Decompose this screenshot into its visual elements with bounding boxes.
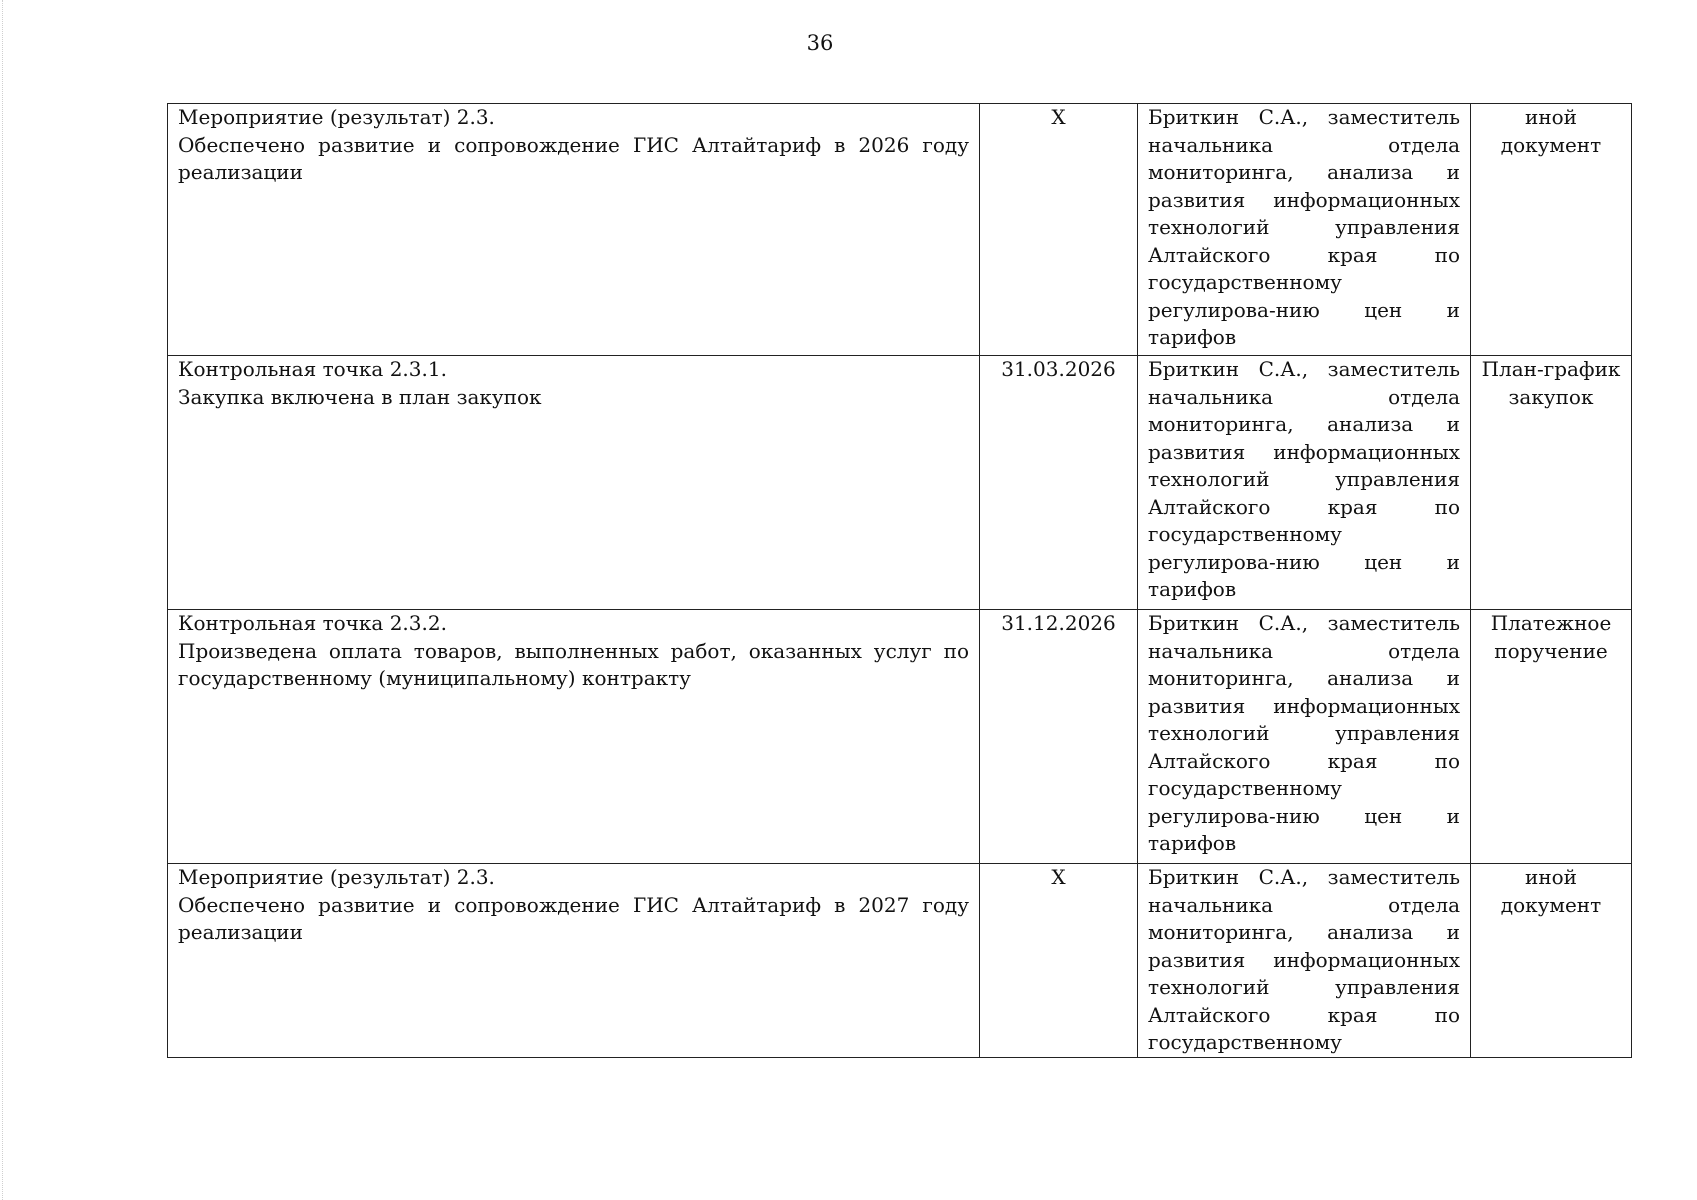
responsible-cell: Бриткин С.А., заместитель начальника отдела мониторинга, анализа и развития информационных технологий управления Алтайского края по государственному регулирова-нию цен и тарифов [1138, 610, 1471, 864]
table-row [168, 356, 1632, 610]
date-cell: 31.12.2026 [980, 610, 1138, 864]
description-cell [168, 356, 980, 610]
row-title: Мероприятие (результат) 2.3. [178, 865, 495, 889]
document-cell: План-график закупок [1471, 356, 1632, 610]
row-text: Обеспечено развитие и сопровождение ГИС Алтайтариф в 2026 году реализации [178, 132, 969, 184]
row-text: Закупка включена в план закупок [178, 384, 542, 409]
table-row [168, 610, 1632, 864]
date-cell: 31.03.2026 [980, 356, 1138, 610]
row-text: Произведена оплата товаров, выполненных работ, оказанных услуг по государственному (муниципальному) контракту [178, 638, 969, 690]
description-cell [168, 864, 980, 1058]
responsible-cell: Бриткин С.А., заместитель начальника отдела мониторинга, анализа и развития информационных технологий управления Алтайского края по государственному [1138, 864, 1471, 1058]
plan-table [167, 103, 1632, 1058]
date-cell: X [980, 104, 1138, 356]
row-title: Контрольная точка 2.3.2. [178, 611, 447, 635]
document-cell: иной документ [1471, 864, 1632, 1058]
table-row [168, 104, 1632, 356]
responsible-cell: Бриткин С.А., заместитель начальника отдела мониторинга, анализа и развития информационных технологий управления Алтайского края по государственному регулирова-нию цен и тарифов [1138, 356, 1471, 610]
scan-edge [2, 0, 4, 1200]
row-title: Контрольная точка 2.3.1. [178, 357, 447, 381]
table-row [168, 864, 1632, 1058]
page-number: 36 [806, 31, 834, 55]
row-title: Мероприятие (результат) 2.3. [178, 105, 495, 129]
description-cell [168, 104, 980, 356]
document-cell: иной документ [1471, 104, 1632, 356]
responsible-cell: Бриткин С.А., заместитель начальника отдела мониторинга, анализа и развития информационных технологий управления Алтайского края по государственному регулирова-нию цен и тарифов [1138, 104, 1471, 356]
document-cell: Платежное поручение [1471, 610, 1632, 864]
date-cell: X [980, 864, 1138, 1058]
description-cell [168, 610, 980, 864]
row-text: Обеспечено развитие и сопровождение ГИС Алтайтариф в 2027 году реализации [178, 892, 969, 944]
